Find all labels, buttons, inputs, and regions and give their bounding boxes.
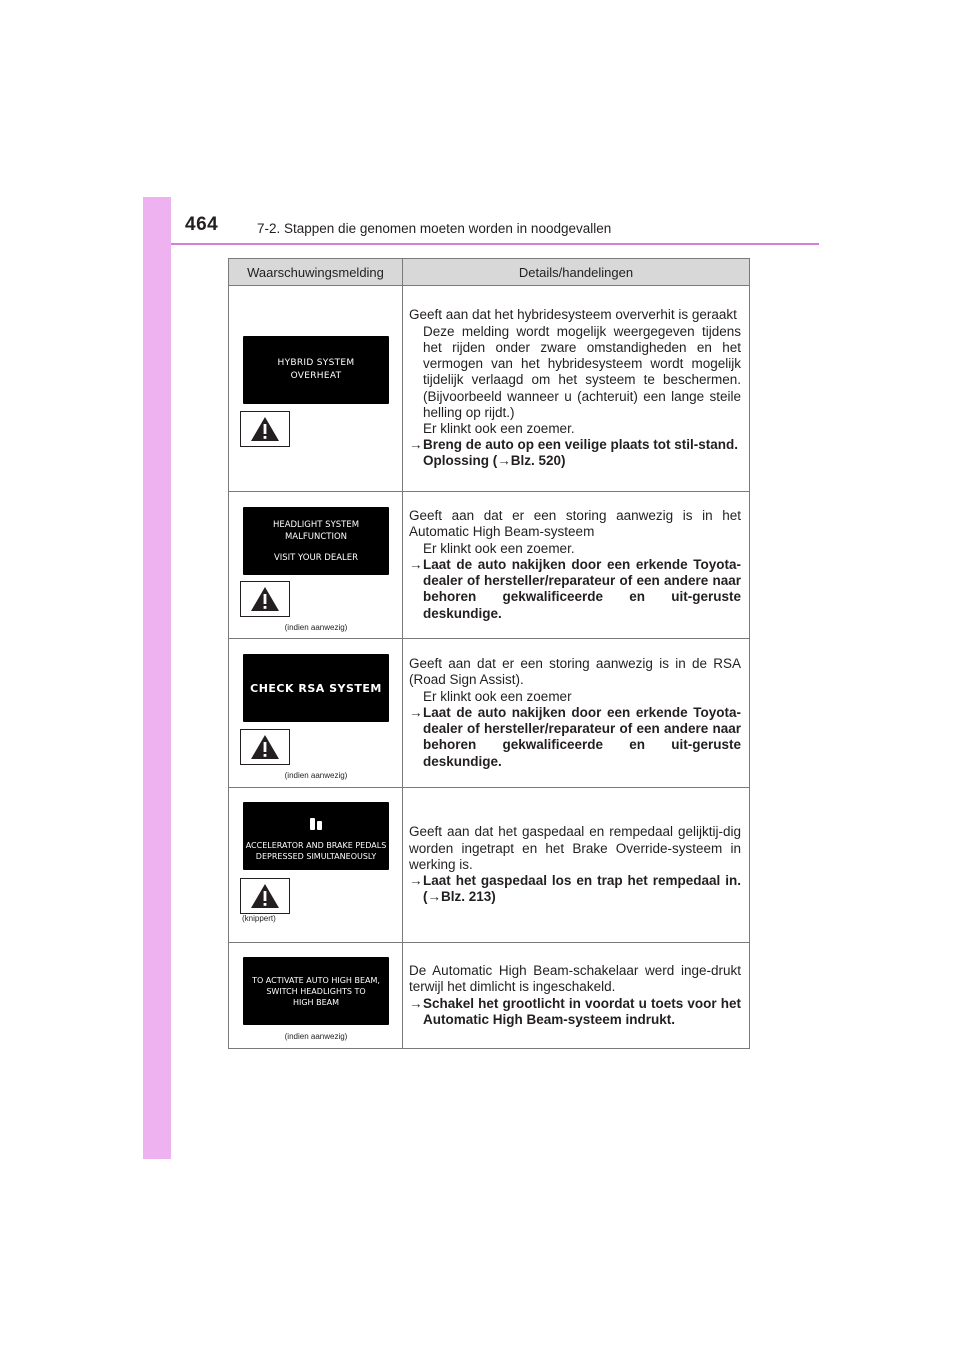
note-text: Er klinkt ook een zoemer <box>423 688 572 704</box>
table-row <box>229 788 750 943</box>
warning-triangle-icon <box>240 729 290 765</box>
table-row <box>229 639 750 788</box>
details-cell <box>403 639 750 788</box>
display-line: SWITCH HEADLIGHTS TO <box>266 986 366 996</box>
note-text: Er klinkt ook een zoemer. <box>423 540 575 556</box>
page-number: 464 <box>185 214 219 235</box>
action-text <box>409 996 741 1028</box>
arrow-icon: → <box>409 704 423 720</box>
arrow-icon: → <box>409 556 423 572</box>
column-header-message: Waarschuwingsmelding <box>229 259 403 286</box>
warning-triangle-icon <box>240 411 290 447</box>
table-row <box>229 943 750 1049</box>
condition-text: Geeft aan dat het gaspedaal en rempedaal gelijktij-dig worden ingetrapt en het Brake Override-systeem in werking is. <box>409 824 741 872</box>
note-text: Er klinkt ook een zoemer. <box>423 420 575 436</box>
message-cell <box>229 943 403 1049</box>
message-cell <box>229 492 403 639</box>
table-header-row <box>229 259 750 286</box>
message-cell <box>229 788 403 943</box>
display-line: ACCELERATOR AND BRAKE PEDALS <box>245 841 387 850</box>
action-text <box>409 873 741 905</box>
display-line: MALFUNCTION <box>284 531 348 542</box>
action-text <box>409 437 741 453</box>
arrow-icon: → <box>409 437 423 453</box>
details-cell <box>403 286 750 492</box>
caption: (indien aanwezig) <box>284 623 348 632</box>
details-cell <box>403 788 750 943</box>
condition-text: De Automatic High Beam-schakelaar werd inge-drukt terwijl het dimlicht is ingeschakeld. <box>409 963 741 995</box>
header-rule <box>171 243 819 245</box>
message-cell <box>229 639 403 788</box>
details-cell <box>403 492 750 639</box>
display-line: CHECK RSA SYSTEM <box>250 681 382 695</box>
arrow-icon: → <box>409 995 423 1011</box>
display-message <box>243 654 389 722</box>
action-label: Laat het gaspedaal los en trap het rempedaal in. (→Blz. 213) <box>423 873 741 905</box>
table-row <box>229 286 750 492</box>
display-line: HYBRID SYSTEM <box>277 358 355 368</box>
warning-table <box>228 258 750 1049</box>
column-header-details: Details/handelingen <box>403 259 750 286</box>
pedal-icon <box>309 816 323 832</box>
display-line: OVERHEAT <box>290 371 342 381</box>
action-label: Schakel het grootlicht in voordat u toets voor het Automatic High Beam-systeem indrukt. <box>423 995 741 1027</box>
display-line: DEPRESSED SIMULTANEOUSLY <box>255 852 377 861</box>
caption: (knippert) <box>242 914 276 923</box>
condition-text: Geeft aan dat er een storing aanwezig is in het Automatic High Beam-systeem <box>409 508 741 540</box>
message-cell <box>229 286 403 492</box>
display-message <box>243 802 389 870</box>
condition-text: Geeft aan dat het hybridesysteem oververhit is geraakt <box>409 307 737 323</box>
caption: (indien aanwezig) <box>284 1032 348 1041</box>
display-message <box>243 507 389 575</box>
display-line: HIGH BEAM <box>292 997 340 1007</box>
display-line: HEADLIGHT SYSTEM <box>272 519 360 530</box>
display-line: TO ACTIVATE AUTO HIGH BEAM, <box>252 975 380 985</box>
condition-text: Geeft aan dat er een storing aanwezig is in de RSA (Road Sign Assist). <box>409 656 741 688</box>
display-message <box>243 957 389 1025</box>
caption: (indien aanwezig) <box>284 771 348 780</box>
action-label: Breng de auto op een veilige plaats tot stil-stand. <box>423 437 739 453</box>
side-tab-bar <box>143 197 171 1159</box>
warning-triangle-icon <box>240 878 290 914</box>
display-line: VISIT YOUR DEALER <box>273 552 359 563</box>
section-title: 7-2. Stappen die genomen moeten worden in noodgevallen <box>257 221 612 236</box>
table-row <box>229 492 750 639</box>
action-text <box>409 557 741 622</box>
action-text <box>409 705 741 770</box>
note-text: Deze melding wordt mogelijk weergegeven tijdens het rijden onder zware omstandigheden en het vermogen van het hybridesysteem wordt mogelijk tijdelijk verlaagd om het systeem te beschermen. (Bijvoorbeeld wanneer u (achteruit) een lange steile helling op rijdt.) <box>423 323 741 420</box>
display-message <box>243 336 389 404</box>
action-label: Laat de auto nakijken door een erkende Toyota-dealer of hersteller/reparateur of een andere naar behoren gekwalificeerde en uit-geruste deskundige. <box>423 556 741 621</box>
warning-triangle-icon <box>240 581 290 617</box>
details-cell <box>403 943 750 1049</box>
arrow-icon: → <box>409 873 423 889</box>
solution-link: Oplossing (→Blz. 520) <box>423 453 566 469</box>
action-label: Laat de auto nakijken door een erkende Toyota-dealer of hersteller/reparateur of een andere naar behoren gekwalificeerde en uit-geruste deskundige. <box>423 704 741 769</box>
